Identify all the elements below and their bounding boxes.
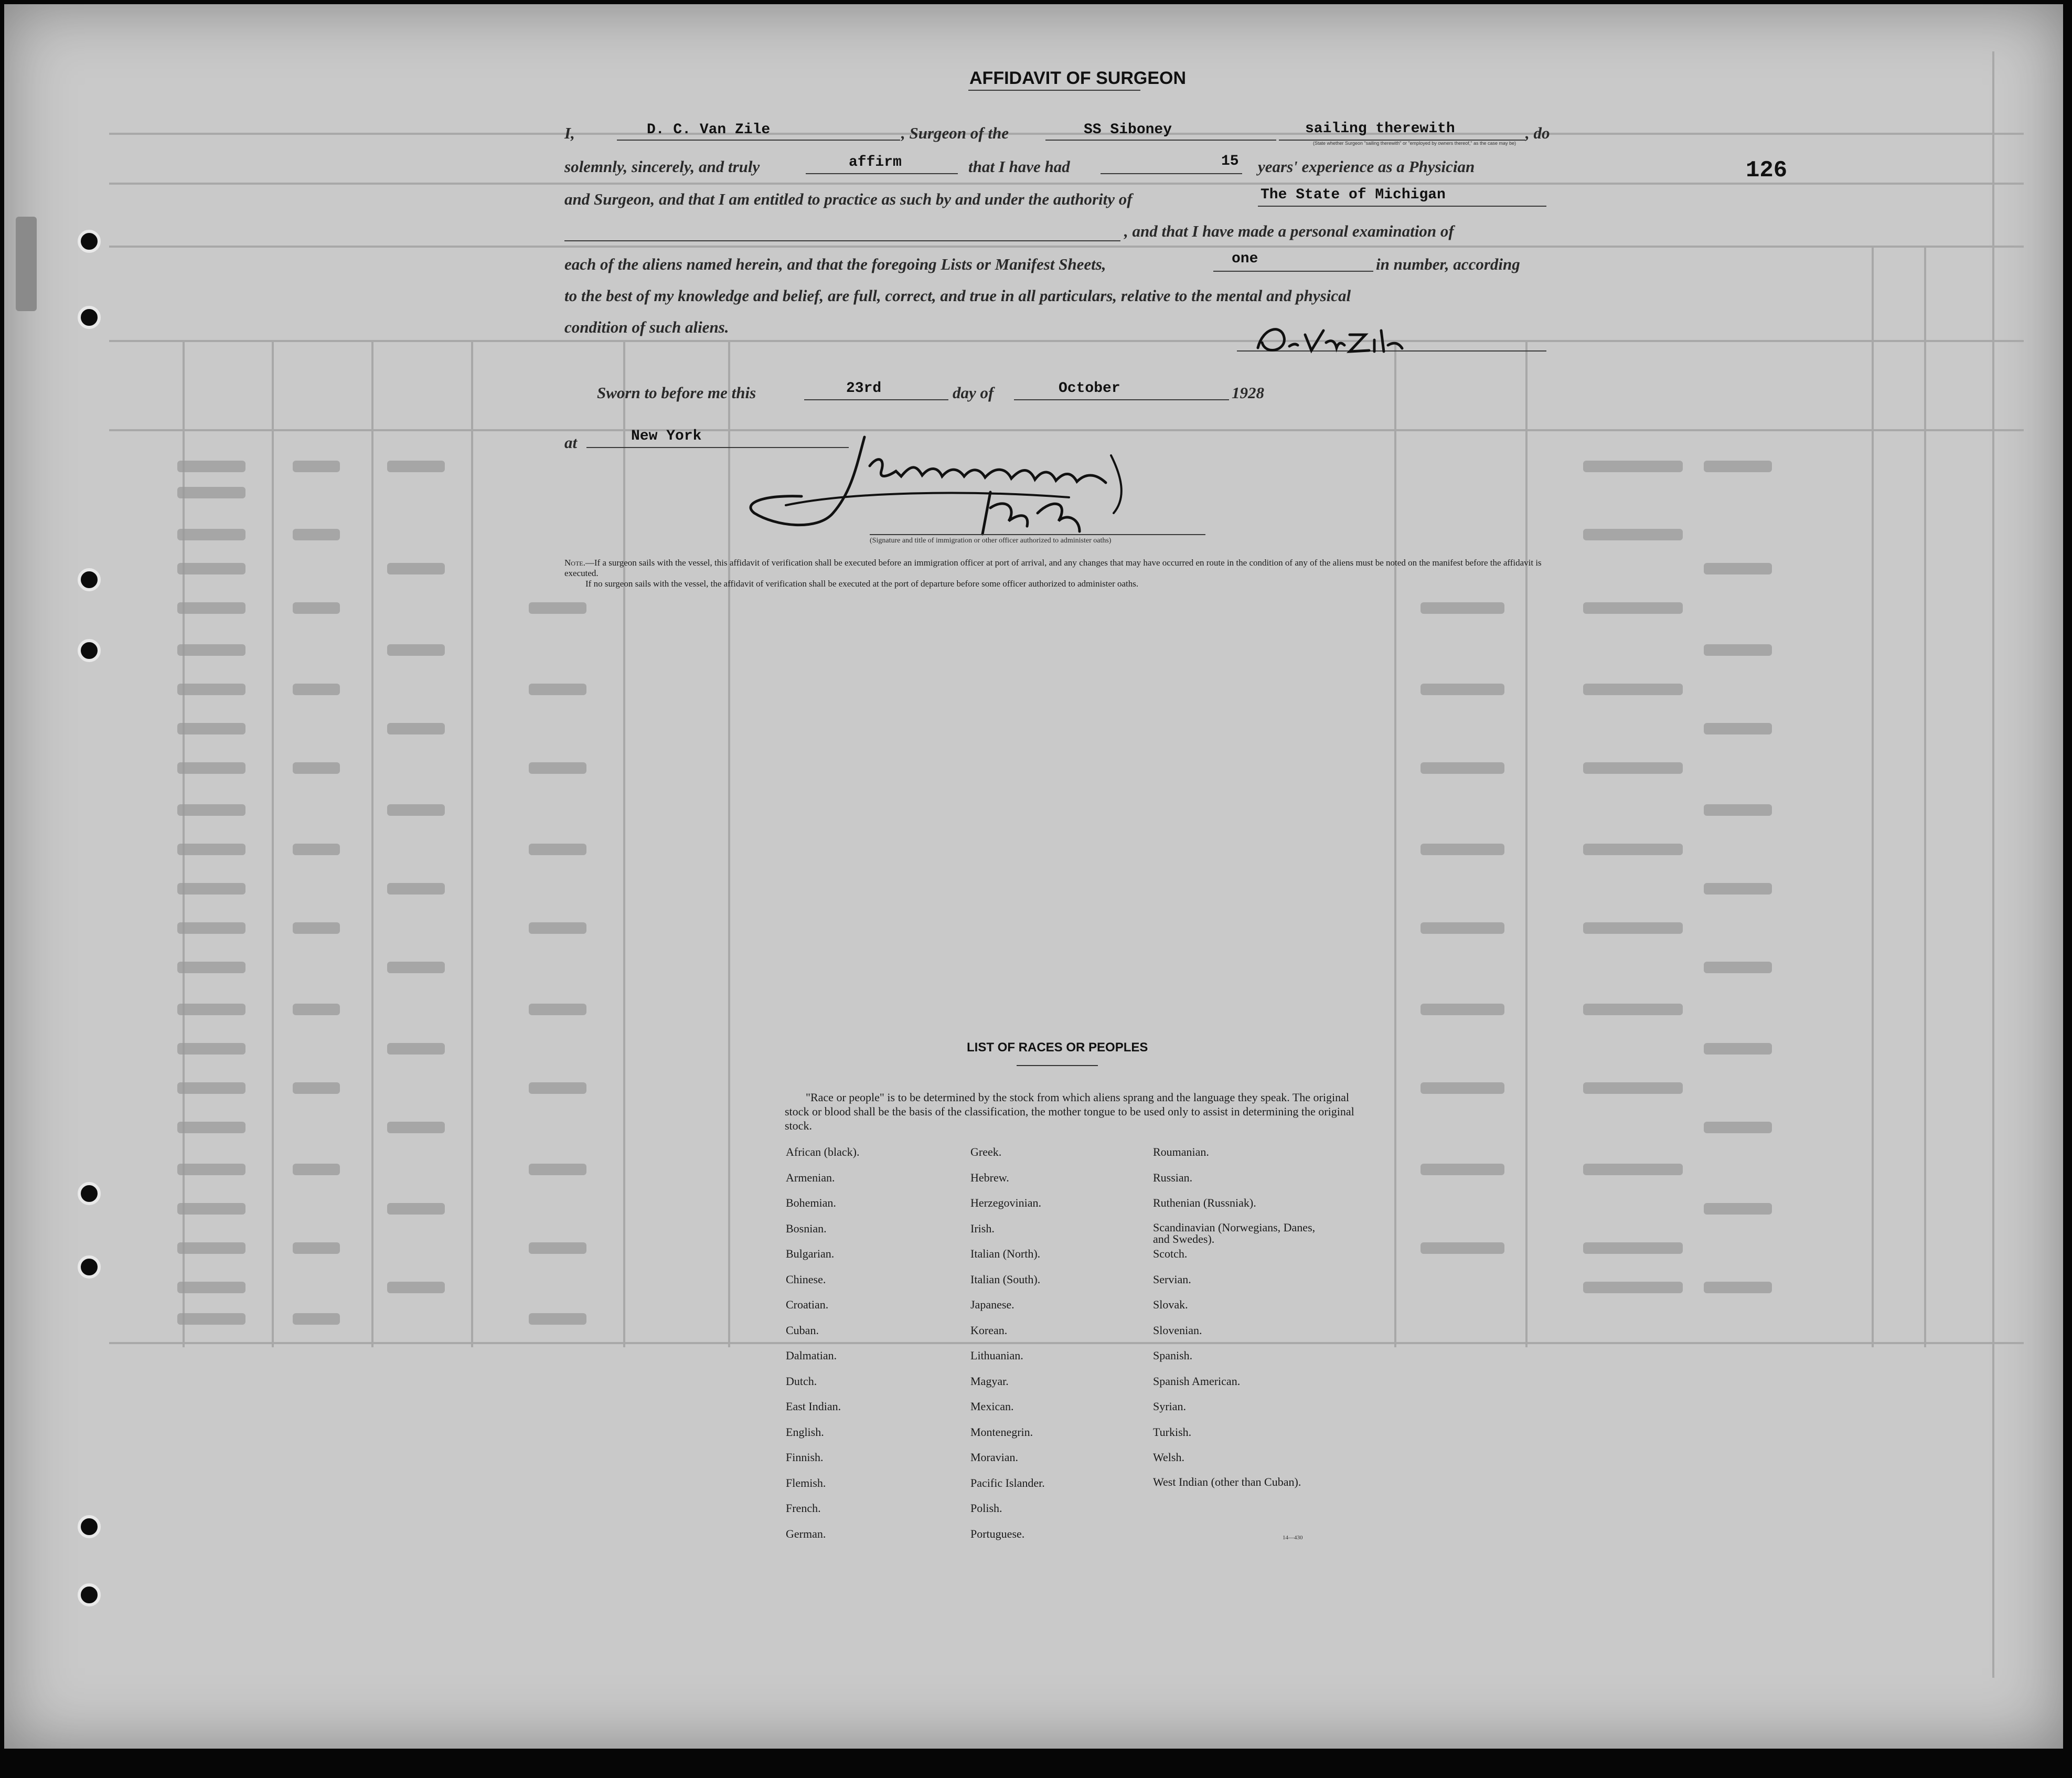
ghost-entry [1421,1242,1504,1254]
ghost-entry [177,684,245,695]
ghost-entry [177,1082,245,1094]
ghost-entry [1583,1242,1683,1254]
ghost-entry [529,1082,586,1094]
vessel-name: SS Siboney [1084,122,1172,138]
ghost-entry [387,1203,445,1215]
race-item: English. [786,1425,824,1439]
ghost-entry [177,1164,245,1175]
ghost-entry [1583,461,1683,472]
line5-suffix: in number, according [1376,255,1520,273]
ghost-entry [1583,844,1683,855]
ghost-rule [272,340,274,1347]
note-label: Note. [564,558,585,568]
ghost-entry [1421,762,1504,774]
sworn-place: New York [631,428,702,444]
ghost-entry [529,844,586,855]
ghost-entry [1421,1164,1504,1175]
field-underline [617,140,900,141]
ghost-entry [177,1004,245,1015]
ghost-entry [1704,883,1772,895]
ghost-rule [728,340,730,1347]
race-item: Welsh. [1153,1451,1184,1464]
line1-prefix: I, [564,124,575,142]
race-item: Mexican. [970,1400,1014,1413]
line2-mid: that I have had [968,157,1070,176]
ghost-entry [293,1313,340,1325]
race-item: Italian (North). [970,1247,1041,1260]
ghost-entry [177,1203,245,1215]
race-item: Scotch. [1153,1247,1188,1260]
ghost-entry [529,684,586,695]
race-item: Cuban. [786,1323,819,1337]
ghost-entry [1583,762,1683,774]
ghost-rule [109,429,2024,431]
race-item: Armenian. [786,1170,835,1184]
ghost-rule [471,340,473,1347]
race-item: Italian (South). [970,1272,1041,1286]
ghost-rule [109,246,2024,248]
ghost-entry [177,529,245,540]
ghost-entry [1704,1122,1772,1133]
note-line1: —If a surgeon sails with the vessel, this affidavit of verification shall be executed before an immigration officer at port of arrival, and any changes that may have occurred en route in the condition of any of the aliens must be noted on the manifest before the affidavit is executed. [564,558,1542,578]
race-item: Moravian. [970,1451,1019,1464]
race-item: Polish. [970,1502,1002,1515]
race-item: Spanish American. [1153,1374,1241,1388]
line6-text: to the best of my knowledge and belief, are full, correct, and true in all particulars, relative to the mental and physical [564,286,1351,305]
race-item: Bulgarian. [786,1247,835,1260]
race-item: Slovenian. [1153,1323,1202,1337]
ghost-entry [1704,461,1772,472]
status-caption: (State whether Surgeon "sailing therewith" or "employed by owners thereof," as the case may be) [1313,141,1516,146]
ghost-entry [293,922,340,934]
ghost-entry [1704,1203,1772,1215]
ghost-entry [177,962,245,973]
ghost-entry [1704,563,1772,574]
ghost-entry [177,487,245,498]
ghost-rule [109,1342,2024,1344]
ghost-entry [1583,1282,1683,1293]
ghost-rule [371,340,373,1347]
ghost-entry [1704,1043,1772,1055]
race-item: Herzegovinian. [970,1196,1041,1209]
field-underline [564,240,1120,241]
ghost-entry [177,762,245,774]
ghost-rule [1924,246,1926,1347]
race-item: Japanese. [970,1298,1014,1311]
affidavit-title: AFFIDAVIT OF SURGEON [969,68,1187,88]
race-item: Slovak. [1153,1298,1188,1311]
ghost-entry [387,962,445,973]
ghost-entry [293,602,340,614]
ghost-entry [1583,922,1683,934]
ghost-entry [387,1282,445,1293]
races-intro: "Race or people" is to be determined by the stock from which aliens sprang and the language they speak. The original stock or blood shall be the basis of the classification, the mother tongue to be used only to assist in determining the original stock. [785,1091,1354,1132]
race-item: Turkish. [1153,1425,1192,1439]
ghost-entry [1421,602,1504,614]
ghost-entry [387,461,445,472]
race-item: West Indian (other than Cuban). [1153,1475,1301,1488]
ghost-rule [1525,340,1528,1347]
race-item: Bohemian. [786,1196,836,1209]
races-list-rule [1017,1065,1098,1066]
line7-text: condition of such aliens. [564,318,729,336]
line2-prefix: solemnly, sincerely, and truly [564,157,760,176]
race-item: German. [786,1527,826,1540]
race-item: Ruthenian (Russniak). [1153,1196,1256,1209]
ghost-entry [177,922,245,934]
races-column-2 [970,1145,1045,1552]
race-item: Croatian. [786,1298,829,1311]
note-line2: If no surgeon sails with the vessel, the affidavit of verification shall be executed at the port of departure before some officer authorized to administer oaths. [585,579,1139,589]
ghost-entry [1421,1082,1504,1094]
manifest-page [4,4,2063,1749]
ghost-entry [177,804,245,816]
field-underline [806,173,958,174]
race-item: Finnish. [786,1451,824,1464]
race-item: Chinese. [786,1272,826,1286]
ghost-rule [1394,340,1396,1347]
ghost-entry [1583,1004,1683,1015]
ghost-entry [293,1082,340,1094]
surgeon-status: sailing therewith [1305,121,1455,137]
ghost-entry [293,529,340,540]
ghost-entry [529,762,586,774]
race-item: Greek. [970,1145,1002,1158]
race-item: Spanish. [1153,1349,1193,1362]
years-experience: 15 [1221,153,1239,169]
line5-prefix: each of the aliens named herein, and that the foregoing Lists or Manifest Sheets, [564,255,1106,273]
ghost-entry [529,1242,586,1254]
ghost-entry [293,1242,340,1254]
ghost-entry [177,644,245,656]
line1-suffix: , do [1525,124,1550,142]
ghost-entry [529,602,586,614]
signature-line [870,534,1205,535]
ghost-entry [293,844,340,855]
ghost-entry [1583,602,1683,614]
ghost-entry [1421,684,1504,695]
race-item: Montenegrin. [970,1425,1033,1439]
line2-suffix: years' experience as a Physician [1258,157,1475,176]
field-underline [1014,399,1229,400]
ghost-entry [1704,962,1772,973]
ghost-entry [1583,1082,1683,1094]
ghost-entry [1583,684,1683,695]
ghost-entry [529,1164,586,1175]
race-item: Bosnian. [786,1221,827,1235]
at-prefix: at [564,433,578,452]
sworn-prefix: Sworn to before me this [597,384,756,402]
oath-word: affirm [849,154,902,171]
form-number: 14—430 [1283,1535,1303,1541]
race-item: Dutch. [786,1374,817,1388]
ghost-entry [387,804,445,816]
race-item: Servian. [1153,1272,1191,1286]
field-underline [1101,173,1242,174]
ghost-entry [293,684,340,695]
title-underline [968,90,1140,91]
races-column-3 [1153,1145,1326,1502]
race-item: Scandinavian (Norwegians, Danes, and Swedes). [1153,1220,1316,1245]
race-item: Magyar. [970,1374,1009,1388]
ghost-entry [177,883,245,895]
ghost-rule [623,340,625,1347]
race-item: African (black). [786,1145,860,1158]
sworn-month: October [1059,380,1120,397]
ghost-entry [177,844,245,855]
ghost-rule [109,133,2024,135]
surgeon-name: D. C. Van Zile [647,122,771,138]
ghost-entry [387,723,445,734]
affidavit-note [564,558,1551,589]
field-underline [1045,140,1276,141]
ghost-rule [1992,51,1994,1678]
ghost-entry [1704,1282,1772,1293]
race-item: Irish. [970,1221,995,1235]
races-column-1 [786,1145,859,1552]
ghost-entry [177,1122,245,1133]
ghost-entry [177,602,245,614]
race-item: Korean. [970,1323,1008,1337]
ghost-rule [1872,246,1874,1347]
ghost-entry [177,1282,245,1293]
ghost-entry [1421,1004,1504,1015]
sworn-day: 23rd [846,380,882,397]
race-item: Hebrew. [970,1170,1009,1184]
ghost-entry [293,762,340,774]
ghost-entry [177,1313,245,1325]
race-item: Portuguese. [970,1527,1025,1540]
ghost-entry [1583,529,1683,540]
ghost-entry [1583,1164,1683,1175]
race-item: Lithuanian. [970,1349,1023,1362]
field-underline [804,399,948,400]
sworn-mid: day of [953,384,994,402]
ghost-entry [529,1313,586,1325]
ghost-entry [177,1043,245,1055]
race-item: Russian. [1153,1170,1193,1184]
ghost-entry [177,723,245,734]
line3-prefix: and Surgeon, and that I am entitled to practice as such by and under the authority of [564,190,1133,208]
surgeon-signature [1253,319,1441,361]
ghost-entry [293,1004,340,1015]
field-underline [1213,271,1373,272]
ghost-entry [1704,804,1772,816]
ghost-entry [293,1164,340,1175]
ghost-entry [387,883,445,895]
race-item: Roumanian. [1153,1145,1209,1158]
ghost-entry [293,461,340,472]
ghost-entry [1704,723,1772,734]
manifest-sheet-count: one [1232,251,1258,267]
ghost-entry [387,563,445,574]
ghost-entry [1421,922,1504,934]
race-item: Flemish. [786,1476,826,1489]
officer-signature [744,434,1268,539]
officer-signature-caption: (Signature and title of immigration or other officer authorized to administer oaths) [870,537,1112,545]
field-underline [1258,206,1546,207]
line4-text: , and that I have made a personal examination of [1124,222,1454,240]
ghost-entry [387,1122,445,1133]
ghost-entry [387,1043,445,1055]
ghost-entry [177,1242,245,1254]
ghost-rule [109,340,2024,342]
ghost-entry [177,461,245,472]
ghost-entry [387,644,445,656]
ghost-entry [529,922,586,934]
sworn-year: 1928 [1232,384,1264,402]
page-number: 126 [1746,157,1788,184]
race-item: French. [786,1502,821,1515]
ghost-entry [177,563,245,574]
race-item: Syrian. [1153,1400,1186,1413]
race-item: Pacific Islander. [970,1476,1045,1489]
licensing-authority: The State of Michigan [1261,187,1446,203]
ghost-rule [109,183,2024,185]
ghost-entry [1704,644,1772,656]
line1-mid: , Surgeon of the [901,124,1009,142]
ghost-entry [529,1004,586,1015]
race-item: East Indian. [786,1400,841,1413]
races-list-title: LIST OF RACES OR PEOPLES [967,1040,1148,1055]
ghost-entry [1421,844,1504,855]
race-item: Dalmatian. [786,1349,837,1362]
